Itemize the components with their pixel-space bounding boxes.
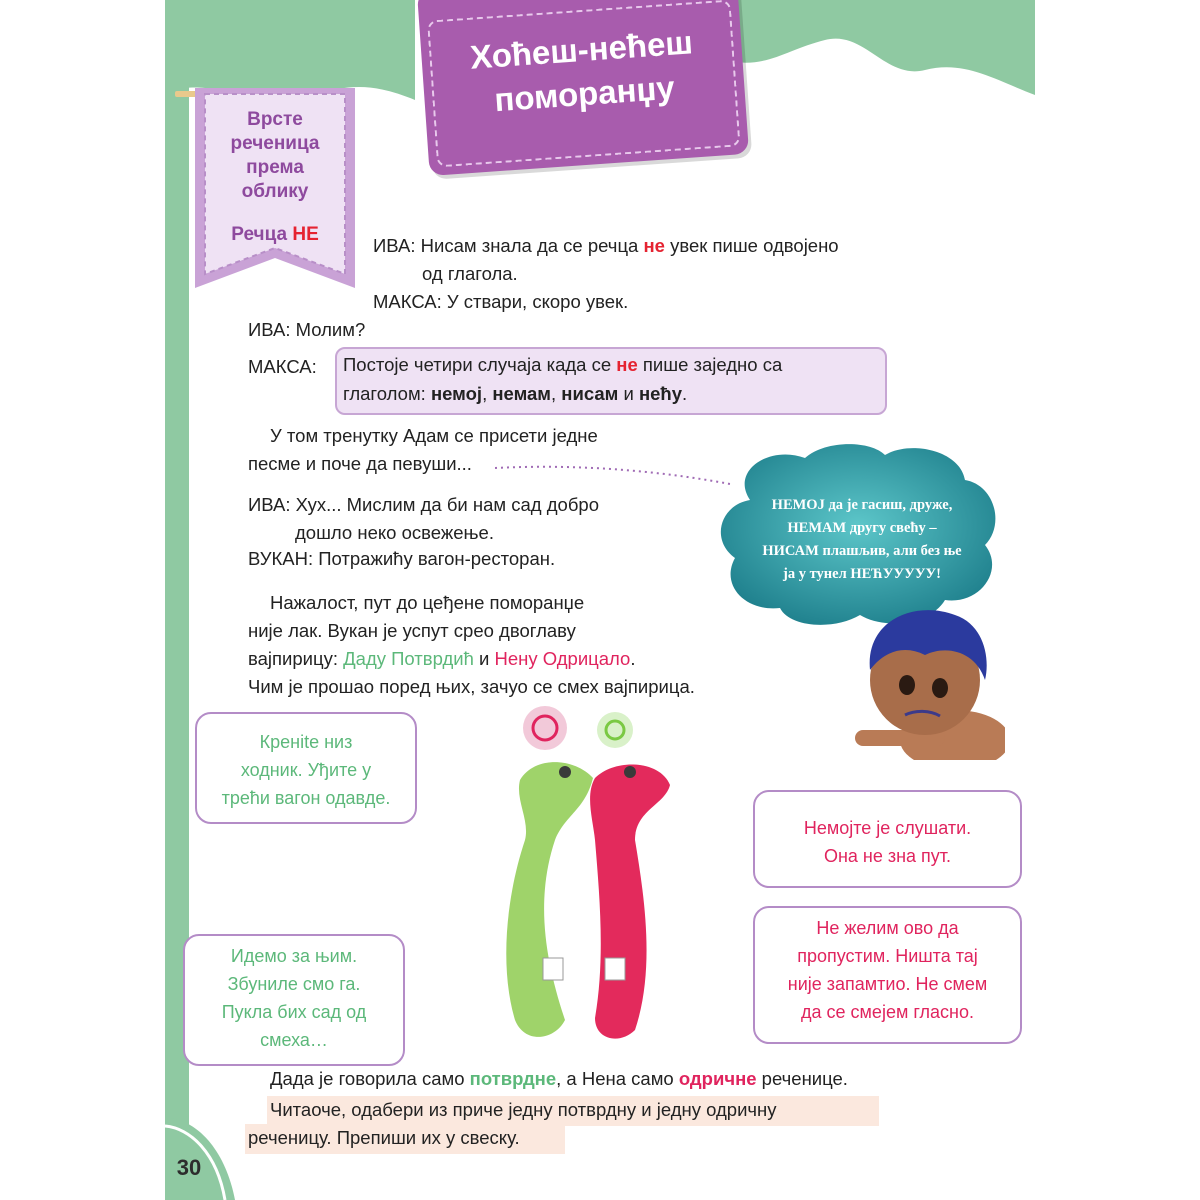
banner-line-2: реченица (230, 133, 320, 154)
rule-line-2: глаголом: немој, немам, нисам и нећу. (343, 383, 688, 404)
page-number: 30 (176, 1155, 202, 1180)
banner-subtitle: Речца НЕ (231, 224, 319, 245)
chapter-title-box (417, 0, 749, 176)
paragraph-line-4: Чим је прошао поред њих, зачуо се смех вајпирица. (248, 676, 695, 697)
speech-bubble-nena-1: Немојте је слушати. Она не зна пут. (753, 790, 1022, 888)
chapter-title: Хоћеш-нећеш поморанџу (468, 23, 694, 119)
boy-illustration (835, 590, 1005, 760)
dotted-connector (495, 462, 735, 492)
rule-line-1: Постоје четири случаја када се не пише заједно са (343, 354, 783, 375)
rule-box (335, 347, 887, 415)
dialog-line-7: ВУКАН: Потражићу вагон-ресторан. (248, 548, 556, 569)
banner-line-1: Врсте (247, 109, 303, 130)
task-line-1: Читаоче, одабери из приче једну потврдну и једну одричну (270, 1099, 777, 1120)
banner-line-4: облику (241, 181, 309, 202)
book-page (165, 0, 1035, 1200)
paragraph-line-2: није лак. Вукан је успут срео двоглаву (248, 620, 576, 641)
narration-line-1: У том тренутку Адам се присети једне (270, 425, 598, 446)
speech-bubble-dada-2: Идемо за њим. Збуниле смо га. Пукла бих сад од смеха… (183, 934, 405, 1066)
speech-bubble-nena-2: Не желим ово да пропустим. Ништа тај није запамтио. Не смем да се смејем гласно. (753, 906, 1022, 1044)
speech-bubble-dada-1: Кренite низ ходник. Уђите у трећи вагон одавде. (195, 712, 417, 824)
dialog-line-1: ИВА: Нисам знала да се речца не увек пише одвојено (373, 235, 839, 256)
dialog-line-6: дошло неко освежење. (295, 522, 494, 543)
dialog-speaker-maksa: МАКСА: (248, 356, 317, 377)
narration-line-2: песме и поче да певуши... (248, 453, 472, 474)
paragraph-line-1: Нажалост, пут до цеђене поморанџе (270, 592, 585, 613)
dialog-line-3: МАКСА: У ствари, скоро увек. (373, 291, 629, 312)
footer-line-1: Дада је говорила само потврдне, а Нена само одричне реченице. (270, 1068, 848, 1089)
banner-line-3: према (246, 157, 304, 178)
song-lyrics: НЕМОЈ да је гасиш, друже, НЕМАМ другу свећу – НИСАМ плашљив, али без ње ја у тунел НЕЋУУУУУ! (762, 497, 962, 582)
paragraph-line-3: вајпирицу: Даду Потврдић и Нену Одрицало. (248, 648, 636, 669)
two-headed-snake-illustration (475, 700, 715, 1060)
dialog-line-5: ИВА: Хух... Мислим да би нам сад добро (248, 494, 600, 515)
topic-banner (195, 88, 355, 288)
task-line-2: реченицу. Препиши их у свеску. (248, 1127, 520, 1148)
dialog-line-4: ИВА: Молим? (248, 319, 366, 340)
dialog-line-2: од глагола. (422, 263, 518, 284)
